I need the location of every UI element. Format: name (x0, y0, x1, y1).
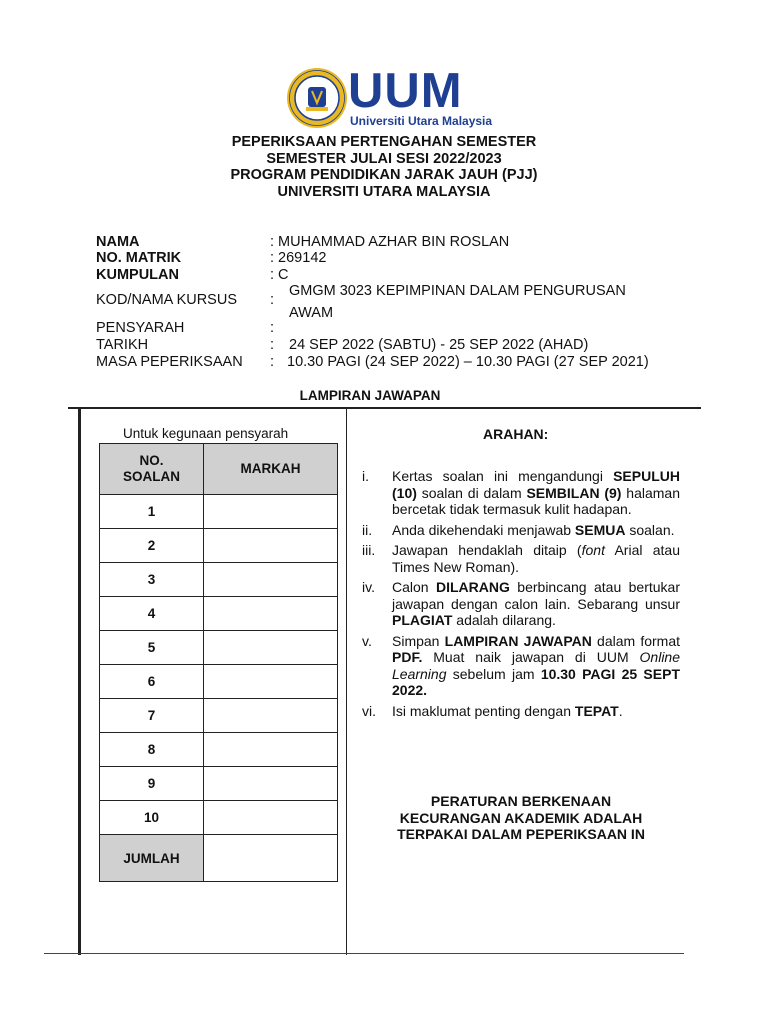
matrik-value: : 269142 (270, 250, 327, 266)
mark-cell[interactable] (204, 699, 338, 733)
instruction-text (392, 542, 680, 575)
instruction-item (362, 633, 680, 699)
frame-left-line (78, 407, 81, 955)
question-number: 3 (100, 563, 204, 597)
question-number: 7 (100, 699, 204, 733)
university-line: UNIVERSITI UTARA MALAYSIA (277, 184, 491, 200)
instruction-item (362, 703, 680, 720)
mark-cell[interactable] (204, 495, 338, 529)
col-no-soalan (100, 444, 204, 495)
instruction-text (392, 468, 680, 518)
instruction-run: . (618, 702, 623, 719)
col-no-line1: NO. (139, 453, 164, 468)
instruction-run: berbincang atau bertukar jawapan dengan calon lain. Sebarang unsur (392, 579, 680, 612)
instruction-run: Muat naik jawapan di UUM (422, 649, 640, 665)
instruction-emphasis: LAMPIRAN JAWAPAN (444, 632, 592, 649)
table-row (100, 563, 338, 597)
academic-misconduct-notice (362, 793, 680, 843)
instruction-run: Jawapan hendaklah ditaip ( (392, 542, 582, 558)
instruction-number: iii. (362, 542, 376, 558)
mark-cell[interactable] (204, 631, 338, 665)
instruction-run: Anda dikehendaki menjawab (392, 521, 575, 538)
arahan-title: ARAHAN: (483, 426, 549, 442)
instruction-item (362, 522, 680, 539)
instruction-italic: font (581, 542, 605, 558)
instruction-emphasis: 10.30 PAGI 25 SEPT 2022. (392, 665, 680, 698)
instruction-text (392, 633, 680, 699)
instruction-emphasis: SEMBILAN (9) (526, 484, 622, 501)
instruction-number: iv. (362, 579, 375, 595)
mark-cell[interactable] (204, 529, 338, 563)
table-row (100, 495, 338, 529)
program-line: PROGRAM PENDIDIKAN JARAK JAUH (PJJ) (230, 167, 538, 183)
notice-line2: KECURANGAN AKADEMIK ADALAH (399, 809, 643, 826)
table-row (100, 529, 338, 563)
masa-label: MASA PEPERIKSAAN (96, 354, 243, 370)
masa-value: 10.30 PAGI (24 SEP 2022) – 10.30 PAGI (27 SEP 2021) (287, 354, 649, 370)
table-row (100, 733, 338, 767)
instruction-run: halaman bercetak tidak termasuk kulit hadapan. (392, 484, 680, 517)
instruction-item (362, 468, 680, 518)
instruction-run: Arial atau Times New Roman). (392, 542, 680, 575)
pensyarah-label: PENSYARAH (96, 320, 185, 336)
lampiran-jawapan-title: LAMPIRAN JAWAPAN (299, 388, 441, 403)
instruction-run: Kertas soalan ini mengandungi (392, 468, 614, 484)
marks-table (99, 443, 338, 882)
notice-line3: TERPAKAI DALAM PEPERIKSAAN IN (397, 826, 645, 842)
instruction-run: dalam format (591, 632, 681, 649)
uum-logo (286, 64, 496, 129)
frame-top-line (68, 407, 701, 409)
table-row (100, 767, 338, 801)
instruction-number: i. (362, 468, 369, 484)
brand-tagline: Universiti Utara Malaysia (350, 114, 493, 128)
instruction-text (392, 522, 680, 539)
tarikh-colon: : (270, 337, 275, 353)
exam-title: PEPERIKSAAN PERTENGAHAN SEMESTER (231, 134, 537, 150)
tarikh-label: TARIKH (96, 337, 149, 353)
kumpulan-label: KUMPULAN (96, 267, 179, 283)
instruction-emphasis: TEPAT (574, 702, 619, 719)
instruction-emphasis: SEMUA (574, 521, 626, 538)
kursus-value-line2: AWAM (289, 305, 334, 321)
table-row (100, 665, 338, 699)
frame-bottom-line (44, 953, 684, 954)
matrik-label: NO. MATRIK (96, 250, 182, 266)
question-number: 8 (100, 733, 204, 767)
instruction-run: Isi maklumat penting dengan (392, 702, 575, 719)
instruction-run: soalan di dalam (416, 484, 527, 501)
mark-cell[interactable] (204, 597, 338, 631)
marks-table-header (100, 444, 338, 495)
kumpulan-value: : C (270, 267, 289, 283)
mark-cell[interactable] (204, 767, 338, 801)
question-number: 10 (100, 801, 204, 835)
total-row (100, 835, 338, 882)
instruction-emphasis: DILARANG (436, 579, 510, 595)
question-number: 9 (100, 767, 204, 801)
instruction-number: v. (362, 632, 372, 649)
total-cell[interactable] (204, 835, 338, 882)
uum-seal-icon (286, 67, 348, 129)
instruction-run: adalah dilarang. (452, 612, 556, 628)
mark-cell[interactable] (204, 665, 338, 699)
kursus-label: KOD/NAMA KURSUS (96, 292, 237, 308)
col-markah: MARKAH (204, 444, 338, 495)
instructions-list (362, 468, 680, 723)
instruction-italic: Online Learning (392, 649, 680, 682)
instruction-run: Simpan (392, 632, 445, 649)
instruction-emphasis: PLAGIAT (392, 612, 453, 628)
table-row (100, 801, 338, 835)
masa-colon: : (270, 354, 275, 370)
kursus-value-line1: GMGM 3023 KEPIMPINAN DALAM PENGURUSAN (289, 283, 626, 299)
nama-label: NAMA (96, 234, 140, 250)
brand-name: UUM (348, 64, 463, 118)
nama-value: : MUHAMMAD AZHAR BIN ROSLAN (270, 234, 510, 250)
pensyarah-colon: : (270, 320, 275, 336)
mark-cell[interactable] (204, 563, 338, 597)
instruction-number: ii. (362, 521, 373, 538)
notice-line1: PERATURAN BERKENAAN (430, 793, 612, 809)
question-number: 6 (100, 665, 204, 699)
col-no-line2: SOALAN (123, 469, 180, 484)
frame-middle-line (346, 407, 347, 955)
tarikh-value: 24 SEP 2022 (SABTU) - 25 SEP 2022 (AHAD) (289, 337, 589, 353)
question-number: 2 (100, 529, 204, 563)
instruction-text (392, 579, 680, 629)
total-label: JUMLAH (100, 835, 204, 882)
question-number: 5 (100, 631, 204, 665)
instruction-number: vi. (362, 702, 376, 719)
question-number: 4 (100, 597, 204, 631)
mark-cell[interactable] (204, 801, 338, 835)
instruction-emphasis: PDF. (392, 649, 423, 665)
instruction-emphasis: SEPULUH (10) (392, 468, 680, 501)
question-number: 1 (100, 495, 204, 529)
table-row (100, 597, 338, 631)
instruction-item (362, 542, 680, 575)
table-row (100, 631, 338, 665)
instruction-run: sebelum jam (446, 665, 541, 682)
kursus-colon: : (270, 292, 275, 308)
lecturer-use-caption: Untuk kegunaan pensyarah (123, 426, 289, 441)
mark-cell[interactable] (204, 733, 338, 767)
instruction-item (362, 579, 680, 629)
table-row (100, 699, 338, 733)
instruction-run: Calon (392, 579, 436, 595)
instruction-run: soalan. (625, 521, 675, 538)
semester-line: SEMESTER JULAI SESI 2022/2023 (266, 151, 502, 167)
instruction-text (392, 703, 680, 720)
